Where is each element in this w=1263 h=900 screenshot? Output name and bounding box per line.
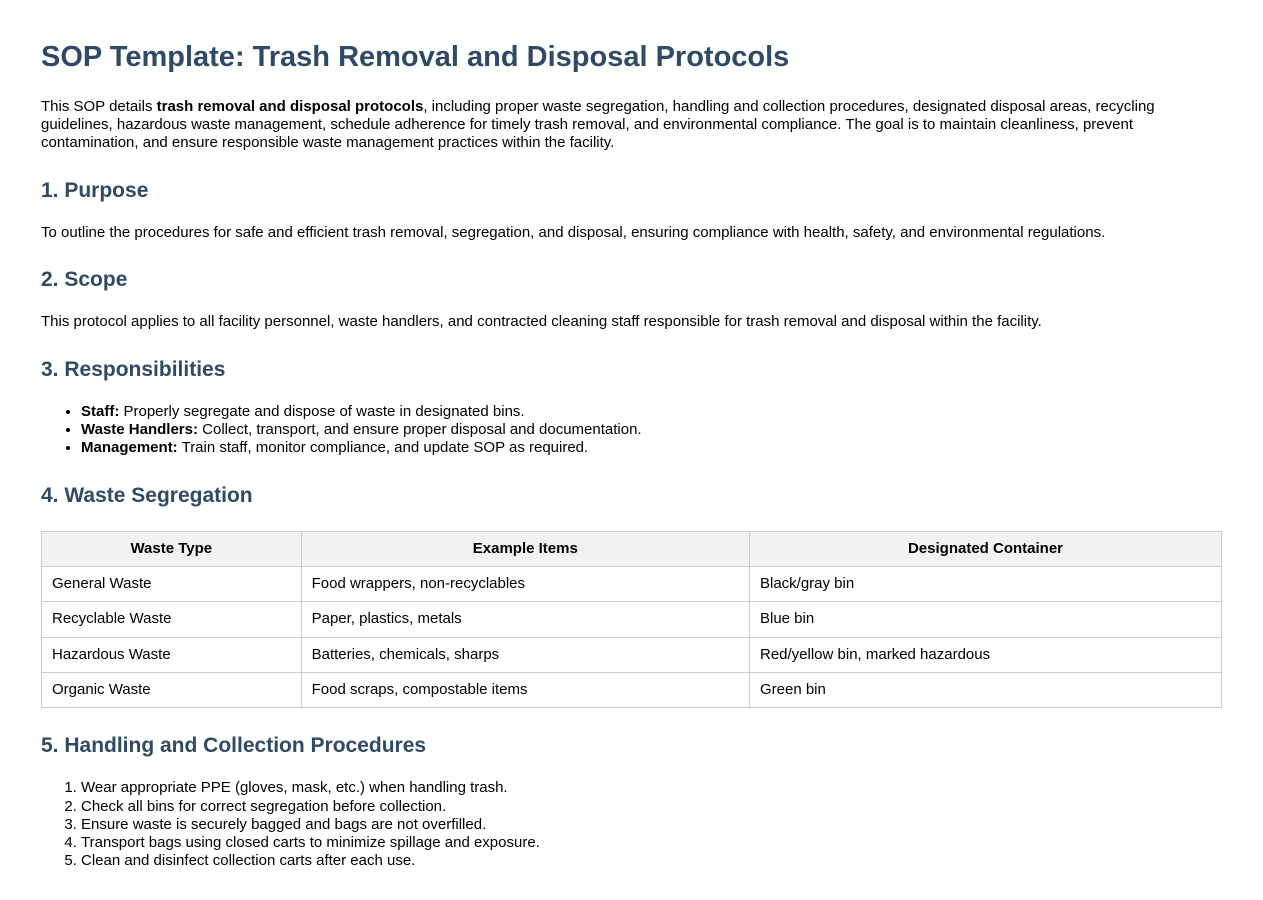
list-item: 5. Clean and disinfect collection carts after each use. [81,852,1222,870]
table-cell: Food scraps, compostable items [301,672,749,707]
handling-procedures-list [41,779,1222,870]
responsibilities-list [41,403,1222,458]
intro-text-post: , including proper waste segregation, handling and collection procedures, designated disposal areas, recycling guidelines, hazardous waste management, schedule adherence for timely trash removal, and environmental compliance. The goal is to maintain cleanliness, prevent contamination, and ensure responsible waste management practices within the facility. [41,97,1155,152]
table-cell: Batteries, chemicals, sharps [301,637,749,672]
scope-paragraph: This protocol applies to all facility personnel, waste handlers, and contracted cleaning staff responsible for trash removal and disposal within the facility. [41,313,1042,331]
table-header [42,531,1222,566]
heading-waste-segregation: 4. Waste Segregation [41,483,253,507]
table-cell: Red/yellow bin, marked hazardous [749,637,1221,672]
intro-paragraph [41,98,1222,153]
waste-segregation-table [41,531,1222,708]
table-cell: Recyclable Waste [42,602,302,637]
heading-handling-collection: 5. Handling and Collection Procedures [41,734,427,758]
heading-scope: 2. Scope [41,268,128,292]
table-row [42,566,1222,601]
responsibility-text: Train staff, monitor compliance, and update SOP as required. [177,439,589,457]
table-body [42,566,1222,707]
table-cell: Hazardous Waste [42,637,302,672]
intro-text-bold: trash removal and disposal protocols [156,97,424,115]
table-cell: Green bin [749,672,1221,707]
heading-purpose: 1. Purpose [41,178,149,202]
document-page [0,42,1263,871]
list-item [81,439,1222,457]
table-row [42,602,1222,637]
responsibility-text: Properly segregate and dispose of waste in designated bins. [119,402,525,420]
table-header-row [42,531,1222,566]
list-item [81,421,1222,439]
table-cell: General Waste [42,566,302,601]
heading-responsibilities: 3. Responsibilities [41,357,226,381]
table-cell: Organic Waste [42,672,302,707]
responsibility-text: Collect, transport, and ensure proper disposal and documentation. [197,420,642,438]
intro-text-pre: This SOP details [41,97,157,115]
responsibility-role-label: Management: [81,439,178,457]
list-item: 2. Check all bins for correct segregation before collection. [81,798,1222,816]
responsibility-role-label: Staff: [81,402,120,420]
responsibility-role-label: Waste Handlers: [81,420,198,438]
table-row [42,672,1222,707]
table-row [42,637,1222,672]
table-cell: Blue bin [749,602,1221,637]
column-header-example-items: Example Items [301,531,749,566]
list-item [81,403,1222,421]
column-header-waste-type: Waste Type [42,531,302,566]
column-header-designated-container: Designated Container [749,531,1221,566]
table-cell: Food wrappers, non-recyclables [301,566,749,601]
table-cell: Black/gray bin [749,566,1221,601]
page-title: SOP Template: Trash Removal and Disposal Protocols [41,41,790,73]
table-cell: Paper, plastics, metals [301,602,749,637]
list-item: 3. Ensure waste is securely bagged and bags are not overfilled. [81,816,1222,834]
list-item: 4. Transport bags using closed carts to minimize spillage and exposure. [81,834,1222,852]
purpose-paragraph: To outline the procedures for safe and efficient trash removal, segregation, and disposal, ensuring compliance with health, safety, and environmental regulations. [41,223,1106,241]
list-item: 1. Wear appropriate PPE (gloves, mask, etc.) when handling trash. [81,779,1222,797]
